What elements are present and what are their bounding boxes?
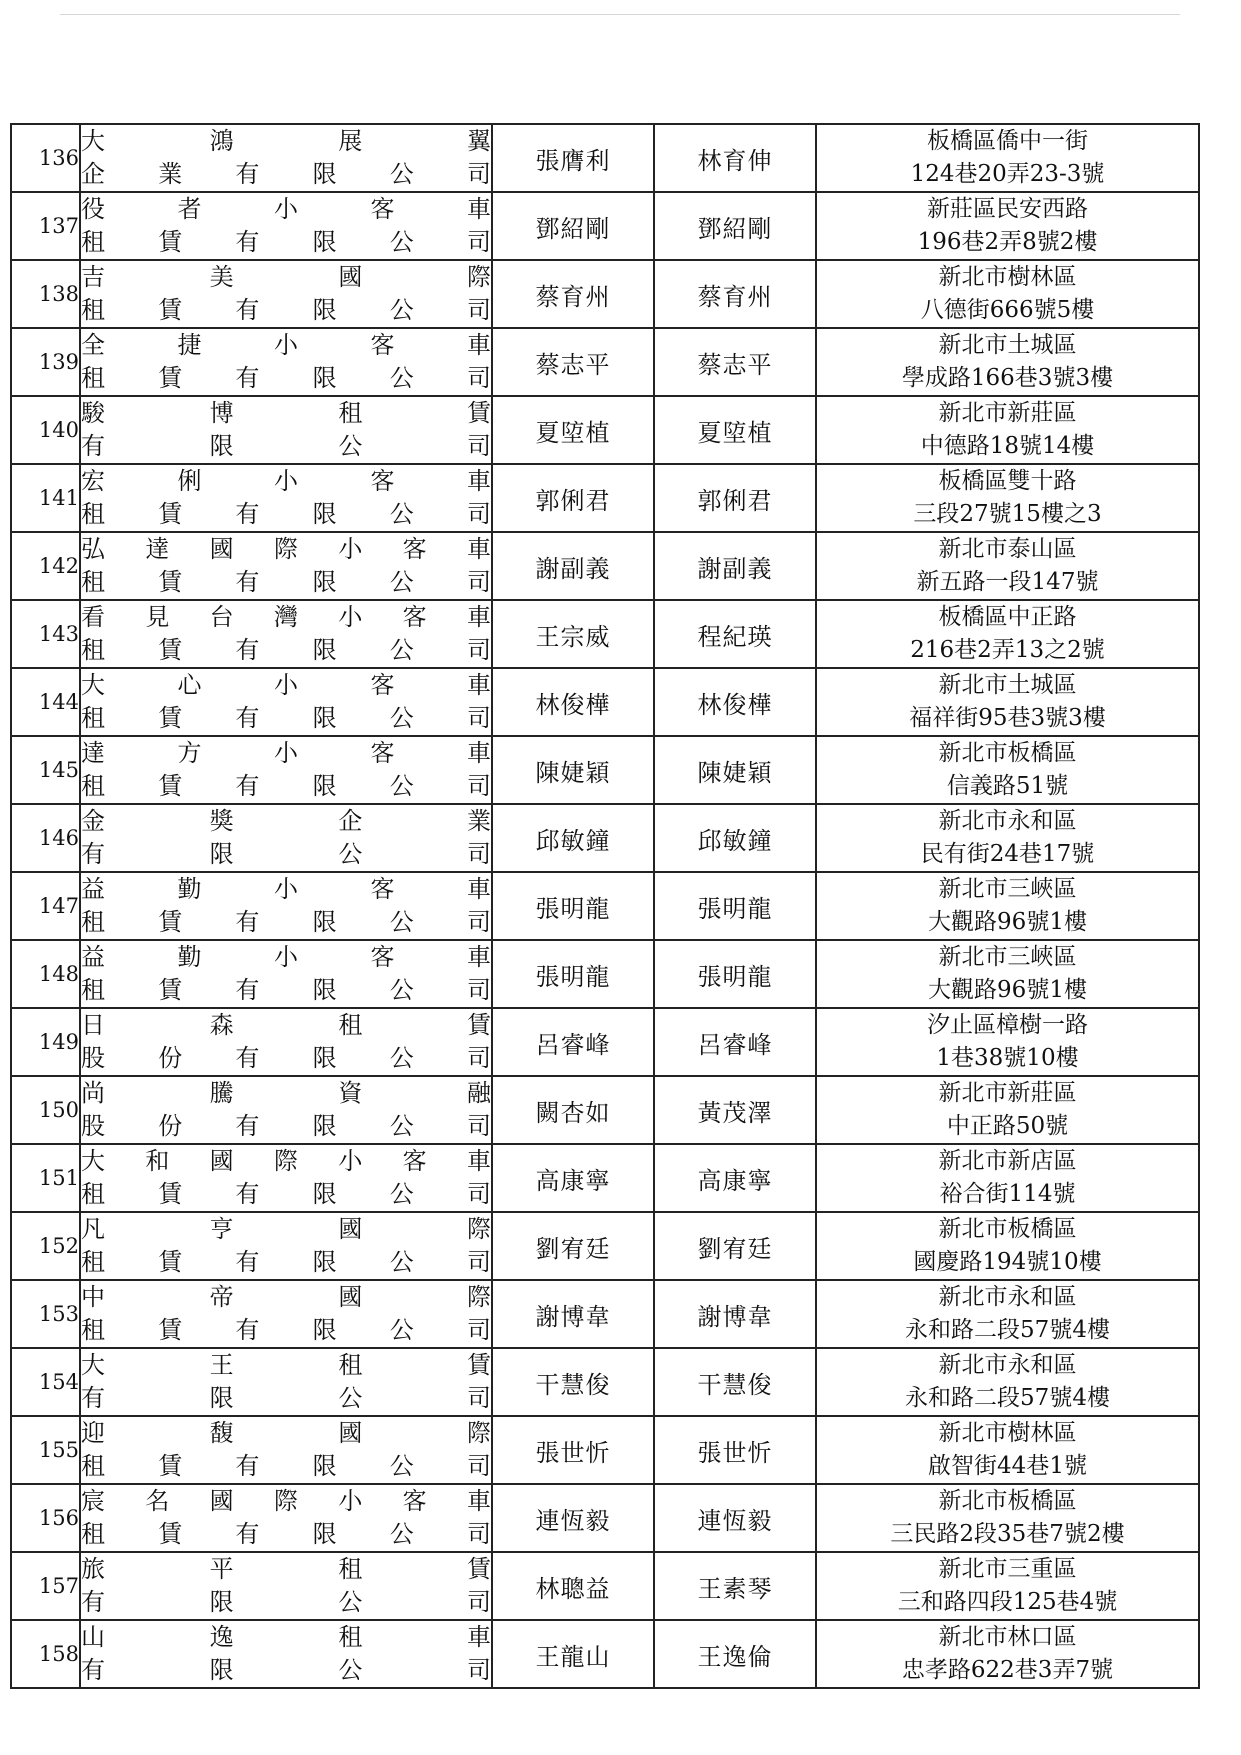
company-name-line2: 租賃有限公司 <box>81 1180 491 1208</box>
address-line2: 216巷2弄13之2號 <box>910 637 1105 663</box>
table-row <box>11 940 1199 1008</box>
address-cell <box>816 1280 1199 1348</box>
manager-cell: 郭俐君 <box>654 464 816 532</box>
address-line1: 板橋區雙十路 <box>938 468 1077 494</box>
manager-cell: 張世忻 <box>654 1416 816 1484</box>
row-number: 156 <box>11 1484 80 1552</box>
representative-cell: 連恆毅 <box>492 1484 654 1552</box>
company-registry-table <box>10 123 1200 1689</box>
table-row <box>11 1484 1199 1552</box>
company-name-line2: 租賃有限公司 <box>81 636 491 664</box>
company-name-line1: 凡亨國際 <box>81 1215 491 1243</box>
address-line1: 新北市新店區 <box>938 1148 1077 1174</box>
address-line1: 新北市永和區 <box>938 1352 1077 1378</box>
company-name-line2: 股份有限公司 <box>81 1044 491 1072</box>
address-line2: 大觀路96號1樓 <box>928 909 1087 935</box>
company-name-cell <box>80 1212 492 1280</box>
company-name-line1: 吉美國際 <box>81 263 491 291</box>
address-line1: 新北市林口區 <box>938 1624 1077 1650</box>
address-line1: 新莊區民安西路 <box>927 196 1088 222</box>
manager-cell: 蔡志平 <box>654 328 816 396</box>
company-name-cell <box>80 1076 492 1144</box>
company-name-cell <box>80 192 492 260</box>
representative-cell: 郭俐君 <box>492 464 654 532</box>
table-row <box>11 736 1199 804</box>
address-line1: 新北市永和區 <box>938 808 1077 834</box>
table-row <box>11 464 1199 532</box>
representative-cell: 王宗威 <box>492 600 654 668</box>
company-name-line2: 有限公司 <box>81 1384 491 1412</box>
manager-cell: 黃茂澤 <box>654 1076 816 1144</box>
address-cell <box>816 1144 1199 1212</box>
manager-cell: 呂睿峰 <box>654 1008 816 1076</box>
company-name-line1: 達方小客車 <box>81 739 491 767</box>
address-line2: 學成路166巷3號3樓 <box>901 365 1114 391</box>
company-name-line2: 有限公司 <box>81 1656 491 1684</box>
company-name-line1: 駿博租賃 <box>81 399 491 427</box>
company-name-line2: 租賃有限公司 <box>81 228 491 256</box>
company-name-line1: 益勤小客車 <box>81 875 491 903</box>
table-row <box>11 1008 1199 1076</box>
address-line2: 1巷38號10樓 <box>936 1045 1079 1071</box>
address-cell <box>816 872 1199 940</box>
row-number: 145 <box>11 736 80 804</box>
representative-cell: 闕杏如 <box>492 1076 654 1144</box>
address-line1: 新北市板橋區 <box>938 1488 1077 1514</box>
representative-cell: 張明龍 <box>492 872 654 940</box>
manager-cell: 程紀瑛 <box>654 600 816 668</box>
address-line2: 信義路51號 <box>946 773 1069 799</box>
address-line1: 新北市三重區 <box>938 1556 1077 1582</box>
address-line2: 196巷2弄8號2樓 <box>917 229 1098 255</box>
manager-cell: 林俊樺 <box>654 668 816 736</box>
address-line1: 新北市三峽區 <box>938 944 1077 970</box>
address-cell <box>816 328 1199 396</box>
address-cell <box>816 1416 1199 1484</box>
row-number: 153 <box>11 1280 80 1348</box>
address-line1: 新北市三峽區 <box>938 876 1077 902</box>
address-line1: 新北市土城區 <box>938 672 1077 698</box>
company-name-line1: 益勤小客車 <box>81 943 491 971</box>
table-row <box>11 1620 1199 1688</box>
address-line1: 新北市土城區 <box>938 332 1077 358</box>
address-line1: 新北市樹林區 <box>938 264 1077 290</box>
address-cell <box>816 260 1199 328</box>
company-name-line2: 租賃有限公司 <box>81 772 491 800</box>
address-cell <box>816 600 1199 668</box>
representative-cell: 王龍山 <box>492 1620 654 1688</box>
address-cell <box>816 464 1199 532</box>
representative-cell: 夏埅植 <box>492 396 654 464</box>
table-row <box>11 1280 1199 1348</box>
address-line1: 新北市永和區 <box>938 1284 1077 1310</box>
company-name-line2: 企業有限公司 <box>81 160 491 188</box>
row-number: 148 <box>11 940 80 1008</box>
company-name-line2: 租賃有限公司 <box>81 364 491 392</box>
address-line1: 新北市樹林區 <box>938 1420 1077 1446</box>
address-line2: 八德街666號5樓 <box>920 297 1095 323</box>
company-name-line2: 租賃有限公司 <box>81 500 491 528</box>
table-row <box>11 872 1199 940</box>
company-name-cell <box>80 124 492 192</box>
table-row <box>11 1144 1199 1212</box>
address-cell <box>816 1076 1199 1144</box>
representative-cell: 張明龍 <box>492 940 654 1008</box>
address-line2: 福祥街95巷3號3樓 <box>909 705 1106 731</box>
table-row <box>11 260 1199 328</box>
company-name-cell <box>80 872 492 940</box>
address-line1: 汐止區樟樹一路 <box>927 1012 1088 1038</box>
company-name-line2: 租賃有限公司 <box>81 296 491 324</box>
address-cell <box>816 1620 1199 1688</box>
manager-cell: 夏埅植 <box>654 396 816 464</box>
manager-cell: 王素琴 <box>654 1552 816 1620</box>
company-name-cell <box>80 328 492 396</box>
address-line2: 裕合街114號 <box>939 1181 1076 1207</box>
company-name-line1: 旅平租賃 <box>81 1555 491 1583</box>
address-line2: 三民路2段35巷7號2樓 <box>890 1521 1125 1547</box>
table-row <box>11 1416 1199 1484</box>
company-name-cell <box>80 1144 492 1212</box>
representative-cell: 張膺利 <box>492 124 654 192</box>
company-name-line1: 弘達國際小客車 <box>81 535 491 563</box>
representative-cell: 邱敏鐘 <box>492 804 654 872</box>
table-row <box>11 1348 1199 1416</box>
company-name-cell <box>80 1484 492 1552</box>
company-name-line1: 全捷小客車 <box>81 331 491 359</box>
company-name-line2: 租賃有限公司 <box>81 1452 491 1480</box>
address-line1: 新北市新莊區 <box>938 400 1077 426</box>
address-line2: 國慶路194號10樓 <box>913 1249 1102 1275</box>
company-name-line1: 金獎企業 <box>81 807 491 835</box>
company-name-line2: 有限公司 <box>81 840 491 868</box>
manager-cell: 陳婕穎 <box>654 736 816 804</box>
manager-cell: 謝博韋 <box>654 1280 816 1348</box>
row-number: 155 <box>11 1416 80 1484</box>
representative-cell: 謝副義 <box>492 532 654 600</box>
row-number: 136 <box>11 124 80 192</box>
company-name-line2: 租賃有限公司 <box>81 908 491 936</box>
address-line1: 板橋區中正路 <box>938 604 1077 630</box>
representative-cell: 張世忻 <box>492 1416 654 1484</box>
registry-table-body <box>11 124 1199 1688</box>
representative-cell: 鄧紹剛 <box>492 192 654 260</box>
address-cell <box>816 396 1199 464</box>
address-cell <box>816 668 1199 736</box>
company-name-cell <box>80 804 492 872</box>
row-number: 139 <box>11 328 80 396</box>
representative-cell: 高康寧 <box>492 1144 654 1212</box>
manager-cell: 張明龍 <box>654 940 816 1008</box>
company-name-line1: 大鴻展翼 <box>81 127 491 155</box>
manager-cell: 鄧紹剛 <box>654 192 816 260</box>
manager-cell: 林育伸 <box>654 124 816 192</box>
row-number: 142 <box>11 532 80 600</box>
company-name-line1: 迎馥國際 <box>81 1419 491 1447</box>
company-name-cell <box>80 1552 492 1620</box>
address-line2: 永和路二段57號4樓 <box>905 1317 1110 1343</box>
company-name-line2: 有限公司 <box>81 1588 491 1616</box>
address-cell <box>816 532 1199 600</box>
manager-cell: 高康寧 <box>654 1144 816 1212</box>
representative-cell: 謝博韋 <box>492 1280 654 1348</box>
address-cell <box>816 124 1199 192</box>
table-row <box>11 396 1199 464</box>
representative-cell: 林聰益 <box>492 1552 654 1620</box>
address-cell <box>816 940 1199 1008</box>
row-number: 158 <box>11 1620 80 1688</box>
manager-cell: 王逸倫 <box>654 1620 816 1688</box>
address-line2: 忠孝路622巷3弄7號 <box>901 1657 1114 1683</box>
company-name-cell <box>80 260 492 328</box>
address-cell <box>816 1008 1199 1076</box>
address-line1: 新北市泰山區 <box>938 536 1077 562</box>
row-number: 140 <box>11 396 80 464</box>
row-number: 149 <box>11 1008 80 1076</box>
row-number: 151 <box>11 1144 80 1212</box>
row-number: 150 <box>11 1076 80 1144</box>
table-row <box>11 668 1199 736</box>
representative-cell: 林俊樺 <box>492 668 654 736</box>
row-number: 152 <box>11 1212 80 1280</box>
table-row <box>11 1076 1199 1144</box>
address-cell <box>816 804 1199 872</box>
table-row <box>11 1212 1199 1280</box>
address-line2: 中正路50號 <box>946 1113 1069 1139</box>
table-row <box>11 124 1199 192</box>
address-line2: 永和路二段57號4樓 <box>905 1385 1110 1411</box>
company-name-line1: 中帝國際 <box>81 1283 491 1311</box>
representative-cell: 呂睿峰 <box>492 1008 654 1076</box>
address-line2: 124巷20弄23-3號 <box>910 161 1105 187</box>
company-name-line1: 大心小客車 <box>81 671 491 699</box>
representative-cell: 陳婕穎 <box>492 736 654 804</box>
row-number: 138 <box>11 260 80 328</box>
row-number: 146 <box>11 804 80 872</box>
address-line2: 啟智街44巷1號 <box>928 1453 1087 1479</box>
address-line1: 新北市板橋區 <box>938 1216 1077 1242</box>
company-name-line1: 役者小客車 <box>81 195 491 223</box>
representative-cell: 蔡志平 <box>492 328 654 396</box>
address-cell <box>816 192 1199 260</box>
manager-cell: 謝副義 <box>654 532 816 600</box>
manager-cell: 劉宥廷 <box>654 1212 816 1280</box>
company-name-cell <box>80 396 492 464</box>
company-name-cell <box>80 532 492 600</box>
address-cell <box>816 1552 1199 1620</box>
table-row <box>11 600 1199 668</box>
representative-cell: 干慧俊 <box>492 1348 654 1416</box>
company-name-line2: 有限公司 <box>81 432 491 460</box>
company-name-cell <box>80 1280 492 1348</box>
company-name-cell <box>80 464 492 532</box>
address-line1: 新北市板橋區 <box>938 740 1077 766</box>
address-line1: 新北市新莊區 <box>938 1080 1077 1106</box>
representative-cell: 蔡育州 <box>492 260 654 328</box>
company-name-line1: 看見台灣小客車 <box>81 603 491 631</box>
address-line1: 板橋區僑中一街 <box>927 128 1088 154</box>
company-name-cell <box>80 736 492 804</box>
company-name-line1: 尚騰資融 <box>81 1079 491 1107</box>
company-name-line2: 租賃有限公司 <box>81 568 491 596</box>
company-name-cell <box>80 1348 492 1416</box>
company-name-cell <box>80 600 492 668</box>
company-name-line2: 租賃有限公司 <box>81 704 491 732</box>
company-name-line2: 租賃有限公司 <box>81 1248 491 1276</box>
row-number: 137 <box>11 192 80 260</box>
company-name-line2: 租賃有限公司 <box>81 1520 491 1548</box>
address-line2: 三和路四段125巷4號 <box>897 1589 1118 1615</box>
address-cell <box>816 1484 1199 1552</box>
company-name-line2: 租賃有限公司 <box>81 976 491 1004</box>
company-name-line1: 日森租賃 <box>81 1011 491 1039</box>
manager-cell: 邱敏鐘 <box>654 804 816 872</box>
address-cell <box>816 1212 1199 1280</box>
company-name-cell <box>80 1620 492 1688</box>
company-name-cell <box>80 1008 492 1076</box>
manager-cell: 蔡育州 <box>654 260 816 328</box>
row-number: 147 <box>11 872 80 940</box>
company-name-line1: 大王租賃 <box>81 1351 491 1379</box>
address-cell <box>816 1348 1199 1416</box>
company-name-line2: 股份有限公司 <box>81 1112 491 1140</box>
address-line2: 新五路一段147號 <box>916 569 1099 595</box>
address-line2: 大觀路96號1樓 <box>928 977 1087 1003</box>
manager-cell: 張明龍 <box>654 872 816 940</box>
address-line2: 中德路18號14樓 <box>920 433 1095 459</box>
table-row <box>11 1552 1199 1620</box>
row-number: 154 <box>11 1348 80 1416</box>
table-row <box>11 192 1199 260</box>
row-number: 143 <box>11 600 80 668</box>
address-line2: 三段27號15樓之3 <box>913 501 1102 527</box>
company-name-line1: 宏俐小客車 <box>81 467 491 495</box>
representative-cell: 劉宥廷 <box>492 1212 654 1280</box>
company-name-cell <box>80 1416 492 1484</box>
manager-cell: 干慧俊 <box>654 1348 816 1416</box>
row-number: 144 <box>11 668 80 736</box>
company-name-line1: 山逸租車 <box>81 1623 491 1651</box>
table-row <box>11 804 1199 872</box>
address-cell <box>816 736 1199 804</box>
company-name-cell <box>80 668 492 736</box>
row-number: 157 <box>11 1552 80 1620</box>
table-row <box>11 328 1199 396</box>
table-row <box>11 532 1199 600</box>
company-name-cell <box>80 940 492 1008</box>
manager-cell: 連恆毅 <box>654 1484 816 1552</box>
row-number: 141 <box>11 464 80 532</box>
company-name-line2: 租賃有限公司 <box>81 1316 491 1344</box>
page-top-rule <box>60 14 1180 15</box>
company-name-line1: 宸名國際小客車 <box>81 1487 491 1515</box>
address-line2: 民有街24巷17號 <box>920 841 1095 867</box>
company-name-line1: 大和國際小客車 <box>81 1147 491 1175</box>
